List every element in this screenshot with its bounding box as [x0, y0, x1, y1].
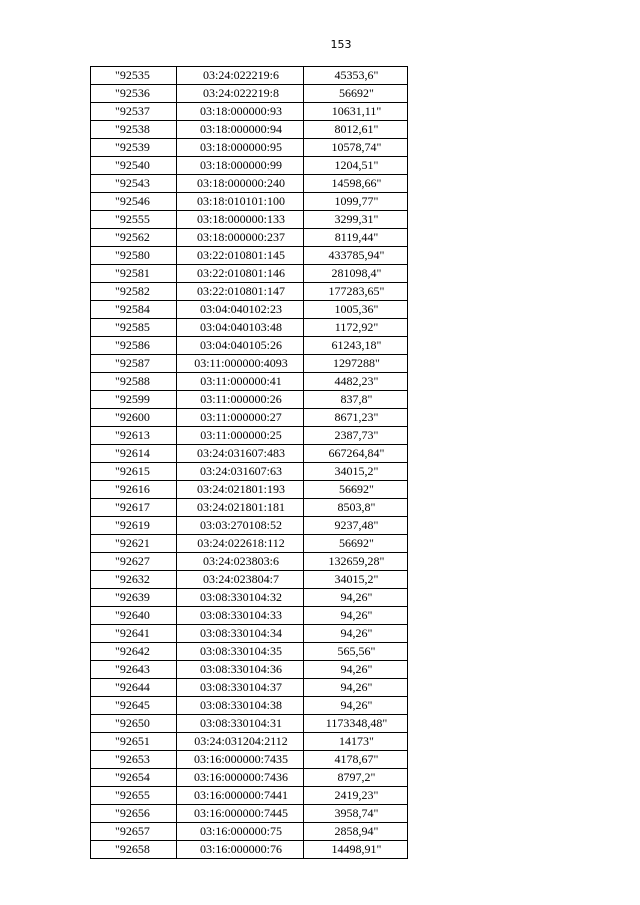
- table-row: [91, 661, 408, 679]
- value-cell: 34015,2": [304, 463, 408, 481]
- cadastral-number-cell: 03:18:000000:237: [177, 229, 304, 247]
- table-row: [91, 571, 408, 589]
- table-row: [91, 175, 408, 193]
- record-id-cell: "92615: [91, 463, 177, 481]
- record-id-cell: "92632: [91, 571, 177, 589]
- cadastral-number-cell: 03:11:000000:41: [177, 373, 304, 391]
- cadastral-number-cell: 03:16:000000:7445: [177, 805, 304, 823]
- cadastral-number-cell: 03:11:000000:4093: [177, 355, 304, 373]
- record-id-cell: "92546: [91, 193, 177, 211]
- value-cell: 8503,8": [304, 499, 408, 517]
- table-row: [91, 841, 408, 859]
- cadastral-number-cell: 03:08:330104:33: [177, 607, 304, 625]
- table-row: [91, 697, 408, 715]
- cadastral-number-cell: 03:04:040103:48: [177, 319, 304, 337]
- cadastral-number-cell: 03:24:022219:8: [177, 85, 304, 103]
- record-id-cell: "92655: [91, 787, 177, 805]
- record-id-cell: "92656: [91, 805, 177, 823]
- value-cell: 94,26": [304, 607, 408, 625]
- record-id-cell: "92613: [91, 427, 177, 445]
- record-id-cell: "92614: [91, 445, 177, 463]
- record-id-cell: "92640: [91, 607, 177, 625]
- table-body: [91, 67, 408, 859]
- cadastral-number-cell: 03:04:040102:23: [177, 301, 304, 319]
- record-id-cell: "92616: [91, 481, 177, 499]
- value-cell: 45353,6": [304, 67, 408, 85]
- record-id-cell: "92588: [91, 373, 177, 391]
- table-row: [91, 229, 408, 247]
- value-cell: 4178,67": [304, 751, 408, 769]
- table-row: [91, 463, 408, 481]
- record-id-cell: "92627: [91, 553, 177, 571]
- record-id-cell: "92644: [91, 679, 177, 697]
- record-id-cell: "92641: [91, 625, 177, 643]
- cadastral-number-cell: 03:22:010801:145: [177, 247, 304, 265]
- cadastral-number-cell: 03:08:330104:36: [177, 661, 304, 679]
- table-row: [91, 751, 408, 769]
- table-row: [91, 589, 408, 607]
- value-cell: 1297288": [304, 355, 408, 373]
- value-cell: 2419,23": [304, 787, 408, 805]
- value-cell: 61243,18": [304, 337, 408, 355]
- cadastral-number-cell: 03:08:330104:32: [177, 589, 304, 607]
- cadastral-number-cell: 03:24:031607:483: [177, 445, 304, 463]
- value-cell: 94,26": [304, 661, 408, 679]
- record-id-cell: "92617: [91, 499, 177, 517]
- record-id-cell: "92582: [91, 283, 177, 301]
- value-cell: 132659,28": [304, 553, 408, 571]
- cadastral-number-cell: 03:08:330104:38: [177, 697, 304, 715]
- value-cell: 1099,77": [304, 193, 408, 211]
- value-cell: 14598,66": [304, 175, 408, 193]
- record-id-cell: "92642: [91, 643, 177, 661]
- record-id-cell: "92621: [91, 535, 177, 553]
- record-id-cell: "92585: [91, 319, 177, 337]
- table-row: [91, 643, 408, 661]
- value-cell: 8671,23": [304, 409, 408, 427]
- value-cell: 3299,31": [304, 211, 408, 229]
- record-id-cell: "92586: [91, 337, 177, 355]
- value-cell: 4482,23": [304, 373, 408, 391]
- cadastral-number-cell: 03:18:000000:94: [177, 121, 304, 139]
- value-cell: 94,26": [304, 589, 408, 607]
- value-cell: 9237,48": [304, 517, 408, 535]
- record-id-cell: "92555: [91, 211, 177, 229]
- cadastral-number-cell: 03:08:330104:37: [177, 679, 304, 697]
- value-cell: 8012,61": [304, 121, 408, 139]
- cadastral-number-cell: 03:11:000000:26: [177, 391, 304, 409]
- cadastral-number-cell: 03:18:010101:100: [177, 193, 304, 211]
- table-row: [91, 319, 408, 337]
- table-row: [91, 85, 408, 103]
- table-row: [91, 139, 408, 157]
- value-cell: 8119,44": [304, 229, 408, 247]
- table-row: [91, 67, 408, 85]
- cadastral-number-cell: 03:11:000000:27: [177, 409, 304, 427]
- record-id-cell: "92543: [91, 175, 177, 193]
- table-row: [91, 391, 408, 409]
- value-cell: 56692": [304, 535, 408, 553]
- table-row: [91, 355, 408, 373]
- cadastral-number-cell: 03:24:021801:193: [177, 481, 304, 499]
- cadastral-number-cell: 03:24:023804:7: [177, 571, 304, 589]
- cadastral-number-cell: 03:22:010801:147: [177, 283, 304, 301]
- record-id-cell: "92600: [91, 409, 177, 427]
- value-cell: 3958,74": [304, 805, 408, 823]
- value-cell: 94,26": [304, 625, 408, 643]
- record-id-cell: "92639: [91, 589, 177, 607]
- value-cell: 10631,11": [304, 103, 408, 121]
- value-cell: 177283,65": [304, 283, 408, 301]
- record-id-cell: "92580: [91, 247, 177, 265]
- value-cell: 667264,84": [304, 445, 408, 463]
- cadastral-number-cell: 03:18:000000:99: [177, 157, 304, 175]
- table-row: [91, 481, 408, 499]
- table-row: [91, 193, 408, 211]
- cadastral-number-cell: 03:24:021801:181: [177, 499, 304, 517]
- cadastral-number-cell: 03:16:000000:7441: [177, 787, 304, 805]
- record-id-cell: "92540: [91, 157, 177, 175]
- record-id-cell: "92657: [91, 823, 177, 841]
- record-id-cell: "92536: [91, 85, 177, 103]
- value-cell: 10578,74": [304, 139, 408, 157]
- table-row: [91, 787, 408, 805]
- cadastral-number-cell: 03:24:023803:6: [177, 553, 304, 571]
- value-cell: 14498,91": [304, 841, 408, 859]
- record-id-cell: "92654: [91, 769, 177, 787]
- value-cell: 14173": [304, 733, 408, 751]
- record-id-cell: "92587: [91, 355, 177, 373]
- table-row: [91, 733, 408, 751]
- value-cell: 94,26": [304, 697, 408, 715]
- cadastral-number-cell: 03:03:270108:52: [177, 517, 304, 535]
- cadastral-number-cell: 03:22:010801:146: [177, 265, 304, 283]
- table-row: [91, 769, 408, 787]
- table-row: [91, 373, 408, 391]
- value-cell: 2858,94": [304, 823, 408, 841]
- table-row: [91, 283, 408, 301]
- cadastral-number-cell: 03:08:330104:34: [177, 625, 304, 643]
- value-cell: 34015,2": [304, 571, 408, 589]
- record-id-cell: "92651: [91, 733, 177, 751]
- table-row: [91, 121, 408, 139]
- cadastral-number-cell: 03:16:000000:7435: [177, 751, 304, 769]
- cadastral-number-cell: 03:08:330104:35: [177, 643, 304, 661]
- cadastral-number-cell: 03:18:000000:93: [177, 103, 304, 121]
- value-cell: 56692": [304, 85, 408, 103]
- table-row: [91, 445, 408, 463]
- page-number: 153: [330, 38, 352, 51]
- value-cell: 1204,51": [304, 157, 408, 175]
- record-id-cell: "92650: [91, 715, 177, 733]
- cadastral-number-cell: 03:08:330104:31: [177, 715, 304, 733]
- table-row: [91, 409, 408, 427]
- value-cell: 565,56": [304, 643, 408, 661]
- table-row: [91, 679, 408, 697]
- table-row: [91, 247, 408, 265]
- cadastral-number-cell: 03:24:031204:2112: [177, 733, 304, 751]
- record-id-cell: "92581: [91, 265, 177, 283]
- cadastral-number-cell: 03:18:000000:95: [177, 139, 304, 157]
- table-row: [91, 517, 408, 535]
- cadastral-number-cell: 03:24:031607:63: [177, 463, 304, 481]
- table-row: [91, 535, 408, 553]
- cadastral-number-cell: 03:04:040105:26: [177, 337, 304, 355]
- table-row: [91, 499, 408, 517]
- table-row: [91, 715, 408, 733]
- cadastral-number-cell: 03:24:022219:6: [177, 67, 304, 85]
- record-id-cell: "92562: [91, 229, 177, 247]
- table-row: [91, 211, 408, 229]
- cadastral-number-cell: 03:16:000000:7436: [177, 769, 304, 787]
- table-row: [91, 427, 408, 445]
- record-id-cell: "92599: [91, 391, 177, 409]
- record-id-cell: "92538: [91, 121, 177, 139]
- table-row: [91, 805, 408, 823]
- value-cell: 8797,2": [304, 769, 408, 787]
- record-id-cell: "92584: [91, 301, 177, 319]
- cadastral-number-cell: 03:18:000000:133: [177, 211, 304, 229]
- table-row: [91, 157, 408, 175]
- record-id-cell: "92645: [91, 697, 177, 715]
- table-row: [91, 607, 408, 625]
- value-cell: 2387,73": [304, 427, 408, 445]
- record-id-cell: "92653: [91, 751, 177, 769]
- table-row: [91, 823, 408, 841]
- record-id-cell: "92643: [91, 661, 177, 679]
- record-id-cell: "92535: [91, 67, 177, 85]
- record-id-cell: "92537: [91, 103, 177, 121]
- value-cell: 433785,94": [304, 247, 408, 265]
- table-row: [91, 553, 408, 571]
- cadastral-number-cell: 03:18:000000:240: [177, 175, 304, 193]
- table-row: [91, 103, 408, 121]
- value-cell: 1173348,48": [304, 715, 408, 733]
- cadastral-number-cell: 03:16:000000:75: [177, 823, 304, 841]
- value-cell: 1172,92": [304, 319, 408, 337]
- value-cell: 94,26": [304, 679, 408, 697]
- cadastral-number-cell: 03:16:000000:76: [177, 841, 304, 859]
- cadastral-value-table: [90, 66, 408, 859]
- record-id-cell: "92658: [91, 841, 177, 859]
- value-cell: 1005,36": [304, 301, 408, 319]
- table-row: [91, 265, 408, 283]
- cadastral-number-cell: 03:11:000000:25: [177, 427, 304, 445]
- value-cell: 56692": [304, 481, 408, 499]
- table-row: [91, 337, 408, 355]
- record-id-cell: "92539: [91, 139, 177, 157]
- table-row: [91, 625, 408, 643]
- cadastral-number-cell: 03:24:022618:112: [177, 535, 304, 553]
- record-id-cell: "92619: [91, 517, 177, 535]
- table-row: [91, 301, 408, 319]
- value-cell: 837,8": [304, 391, 408, 409]
- value-cell: 281098,4": [304, 265, 408, 283]
